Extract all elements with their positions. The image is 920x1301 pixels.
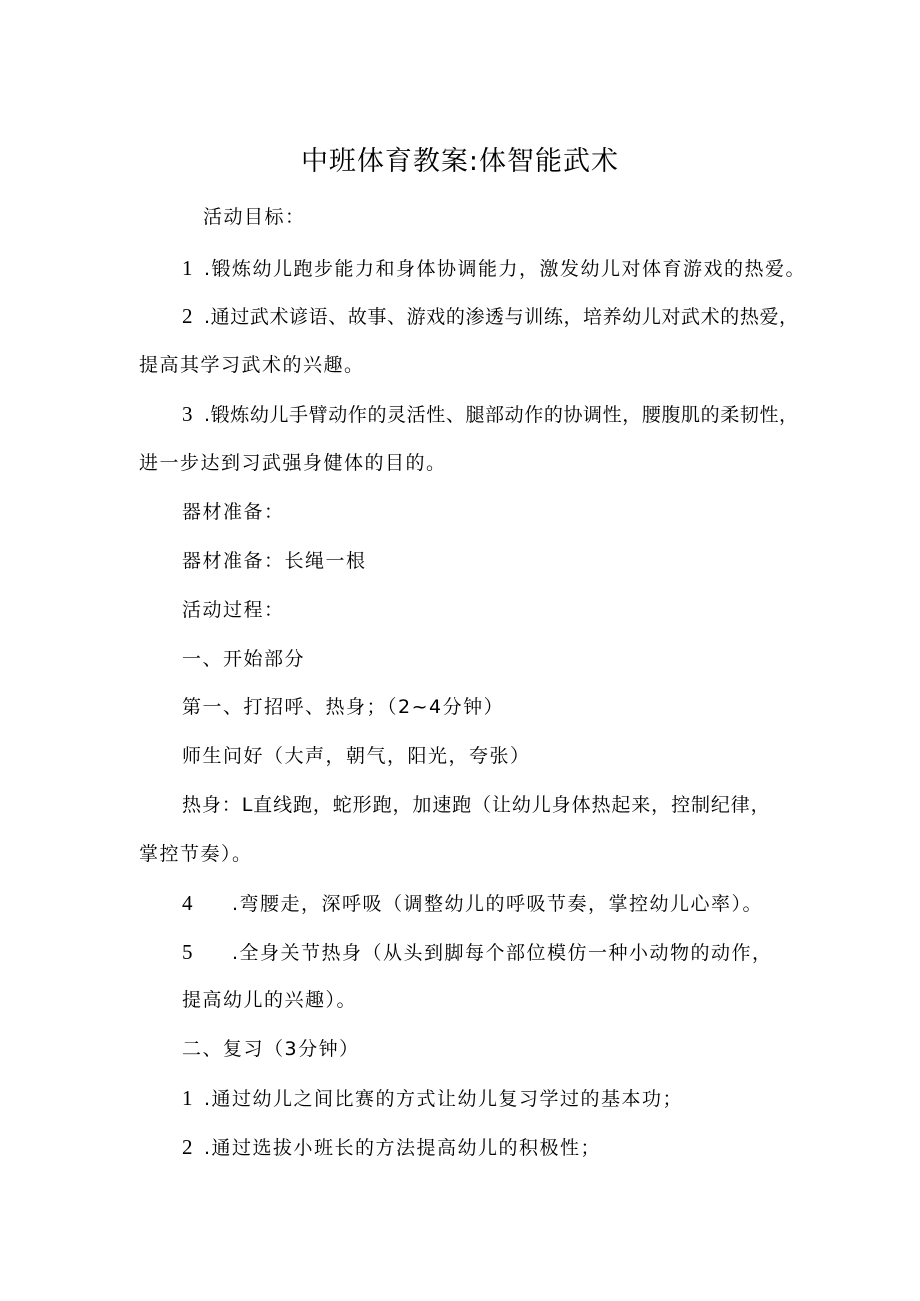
list-number: 3 (182, 402, 194, 426)
line-text: 进一步达到习武强身健体的目的。 (139, 452, 447, 474)
text-line-warmup (182, 692, 504, 722)
list-number: 4 (182, 891, 194, 915)
line-text: 二、复习（3分钟） (182, 1038, 360, 1060)
line-text: 一、开始部分 (182, 648, 306, 670)
list-number: 2 (182, 1135, 194, 1159)
text-line-goal-2 (182, 301, 799, 332)
line-text: 提高其学习武术的兴趣。 (139, 354, 365, 376)
list-number: 5 (182, 940, 194, 964)
line-text: .弯腰走，深呼吸（调整幼儿的呼吸节奏，掌控幼儿心率）。 (232, 893, 764, 915)
line-text: .锻炼幼儿手臂动作的灵活性、腿部动作的协调性，腰腹肌的柔韧性， (204, 404, 799, 426)
text-line-goal-3-cont (139, 448, 447, 478)
text-line-review-2 (182, 1132, 601, 1163)
text-line-activity-goals (203, 202, 306, 232)
text-line-warmup-running-cont (139, 839, 253, 869)
text-line-section-1 (182, 644, 305, 674)
line-text: 第一、打招呼、热身；（2~4分钟） (182, 696, 505, 718)
text-line-review-1 (182, 1083, 683, 1114)
line-text: 器材准备：长绳一根 (182, 550, 367, 572)
text-line-goal-1 (182, 253, 806, 284)
text-line-warmup-running (182, 790, 771, 820)
line-text: 师生问好（大声，朝气，阳光，夸张） (182, 745, 531, 767)
text-line-section-2 (182, 1034, 360, 1064)
line-text: 提高幼儿的兴趣）。 (182, 989, 358, 1011)
list-number: 2 (182, 304, 194, 328)
text-line-item-4 (182, 888, 763, 919)
line-text: 活动目标： (203, 206, 306, 228)
text-line-item-5-cont (182, 985, 357, 1015)
line-text: 活动过程： (182, 599, 285, 621)
list-number: 1 (182, 1086, 194, 1110)
line-text: .全身关节热身（从头到脚每个部位模仿一种小动物的动作， (232, 942, 773, 964)
text-line-goal-3 (182, 399, 799, 430)
line-text: 热身：L直线跑，蛇形跑，加速跑（让幼儿身体热起来，控制纪律， (182, 794, 771, 816)
line-text: 掌控节奏）。 (139, 843, 253, 865)
text-line-item-5 (182, 937, 773, 968)
line-text: 器材准备： (182, 501, 285, 523)
line-text: .通过武术谚语、故事、游戏的渗透与训练，培养幼儿对武术的热爱， (204, 306, 799, 328)
text-line-materials (182, 546, 367, 576)
text-line-process-heading (182, 595, 285, 625)
text-line-materials-heading (182, 497, 285, 527)
document-title: 中班体育教案:体智能武术 (300, 146, 620, 177)
line-text: .锻炼幼儿跑步能力和身体协调能力，激发幼儿对体育游戏的热爱。 (204, 258, 807, 280)
list-number: 1 (182, 256, 194, 280)
text-line-greeting (182, 741, 531, 771)
line-text: .通过选拔小班长的方法提高幼儿的积极性； (204, 1137, 602, 1159)
line-text: .通过幼儿之间比赛的方式让幼儿复习学过的基本功； (204, 1088, 684, 1110)
text-line-goal-2-cont (139, 350, 365, 380)
